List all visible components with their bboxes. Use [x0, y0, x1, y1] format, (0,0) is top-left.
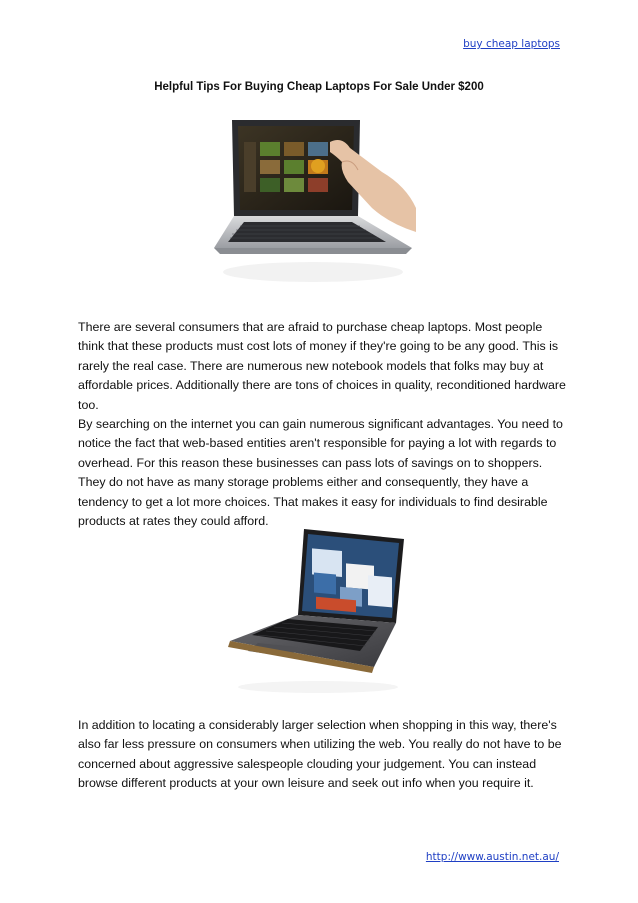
open-laptop-image: [228, 527, 408, 697]
page-title: Helpful Tips For Buying Cheap Laptops For Sale Under $200: [154, 81, 484, 93]
header-link[interactable]: buy cheap laptops: [463, 38, 560, 50]
paragraph-1: There are several consumers that are afraid to purchase cheap laptops. Most people think that these products must cost lots of money if they're going to be any good. This is rarely the real case. There are numerous new notebook models that folks may buy at affordable prices. Additionally there are tons of choices in quality, reconditioned hardware too.: [78, 320, 566, 412]
paragraph-2: By searching on the internet you can gain numerous significant advantages. You need to notice the fact that web-based entities aren't responsible for paying a lot with regards to overhead. For this reason these businesses can pass lots of savings on to shoppers. They do not have as many storage problems either and consequently, they have a tendency to get a lot more choices. That makes it easy for individuals to find desirable products at rates they could afford.: [78, 417, 563, 529]
paragraph-3: In addition to locating a considerably larger selection when shopping in this way, there's also far less pressure on consumers when utilizing the web. You really do not have to be concerned about aggressive salespeople clouding your judgement. You can instead browse different products at your own leisure and seek out info when you require it.: [78, 718, 562, 791]
footer-link[interactable]: http://www.austin.net.au/: [425, 851, 559, 863]
touchscreen-laptop-image: [210, 112, 420, 302]
